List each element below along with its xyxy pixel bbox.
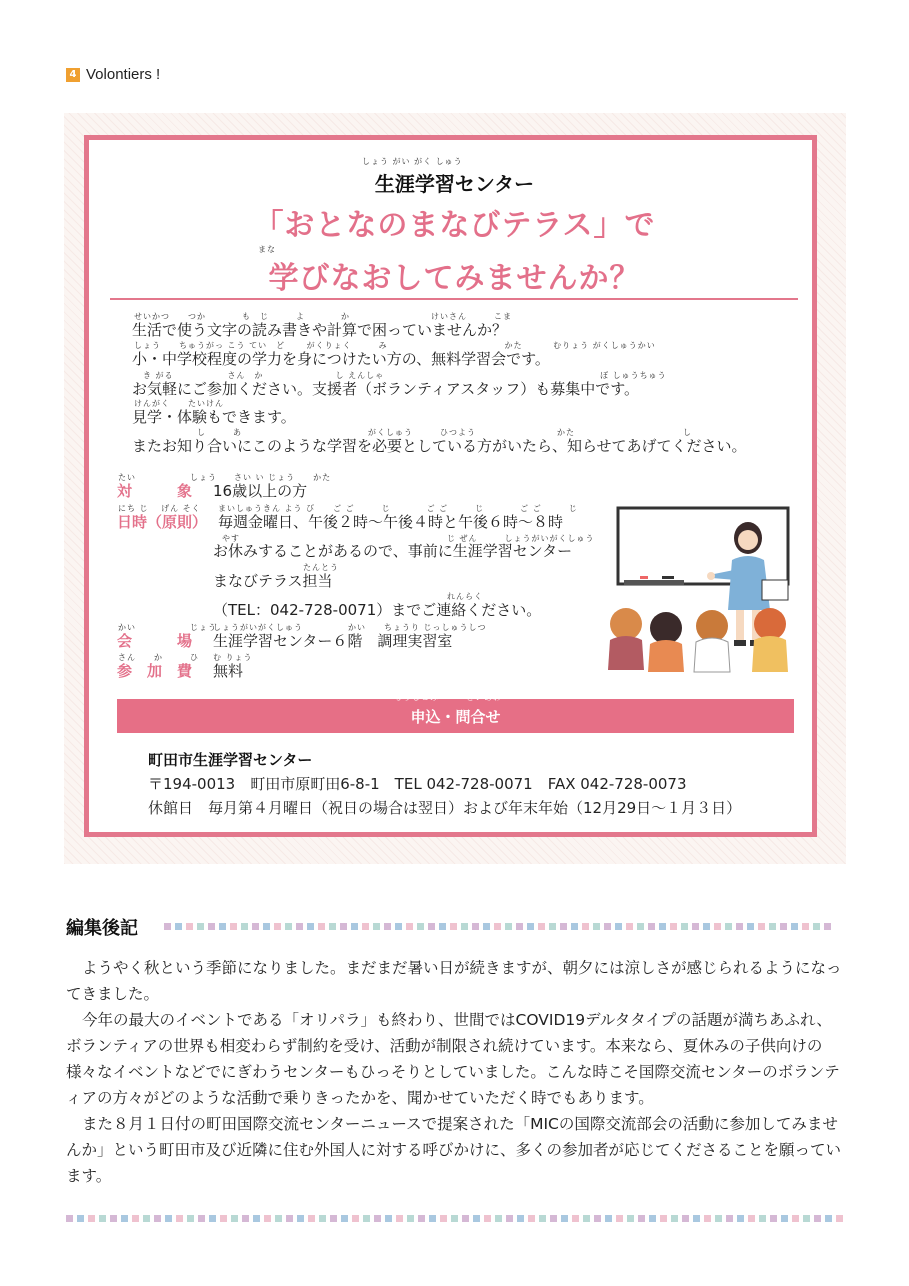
divider-dot — [748, 1215, 755, 1222]
divider-dot — [208, 923, 215, 930]
divider-dot — [286, 1215, 293, 1222]
divider-dot — [187, 1215, 194, 1222]
info-value-venue: 生涯学習センター６階 調理実習室 — [213, 632, 453, 650]
divider-dot — [769, 923, 776, 930]
divider-dot — [704, 1215, 711, 1222]
divider-dot — [671, 1215, 678, 1222]
divider-dot — [451, 1215, 458, 1222]
divider-dot — [682, 1215, 689, 1222]
divider-dot — [99, 1215, 106, 1222]
divider-dot — [263, 923, 270, 930]
divider-dot — [450, 923, 457, 930]
divider-dot — [737, 1215, 744, 1222]
divider-dot — [362, 923, 369, 930]
ruby: れんらく — [213, 592, 483, 601]
divider-dot — [549, 923, 556, 930]
divider-dot — [627, 1215, 634, 1222]
ruby: まな — [258, 245, 276, 254]
page-header — [66, 66, 160, 83]
classroom-illustration — [604, 500, 804, 680]
info-note-line: まなびテラス担当 — [213, 572, 333, 590]
divider-dot — [638, 1215, 645, 1222]
page-number-badge: 4 — [66, 68, 80, 82]
dotted-divider — [164, 923, 831, 931]
divider-dot — [285, 923, 292, 930]
divider-dot — [231, 1215, 238, 1222]
body-line: お気軽にご参加ください。支援者（ボランティアスタッフ）も募集中です。 — [132, 380, 640, 398]
info-label-target: 対 象 — [117, 482, 193, 500]
headline-2: 学びなおしてみませんか？ — [268, 261, 641, 296]
divider-dot — [814, 1215, 821, 1222]
divider-dot — [506, 1215, 513, 1222]
divider-dot — [429, 1215, 436, 1222]
divider-dot — [494, 923, 501, 930]
divider-dot — [693, 1215, 700, 1222]
divider-dot — [736, 923, 743, 930]
divider-dot — [110, 1215, 117, 1222]
divider-dot — [715, 1215, 722, 1222]
divider-dot — [505, 923, 512, 930]
ruby: し あ がくしゅう ひつよう かた し — [134, 428, 692, 437]
divider-dot — [483, 923, 490, 930]
divider-dot — [165, 1215, 172, 1222]
divider-dot — [319, 1215, 326, 1222]
divider-dot — [418, 1215, 425, 1222]
divider-dot — [253, 1215, 260, 1222]
divider-dot — [714, 923, 721, 930]
ruby: しょう ちゅうがっ こう てい ど がくりょく み かた むりょう がくしゅうかい — [134, 341, 656, 350]
divider-dot — [252, 923, 259, 930]
divider-dot — [220, 1215, 227, 1222]
ruby: たんとう — [213, 563, 339, 572]
divider-dot — [802, 923, 809, 930]
divider-dot — [791, 923, 798, 930]
ruby: さい い じょう かた — [234, 473, 332, 482]
divider-dot — [538, 923, 545, 930]
ruby: やす じ ぜん しょうがいがくしゅう — [213, 534, 595, 543]
ruby: さん か ひ — [118, 653, 199, 662]
ruby: む りょう — [213, 653, 253, 662]
ruby: しょうがいがくしゅう かい ちょうり じっしゅうしつ — [213, 623, 487, 632]
body-line: またお知り合いにこのような学習を必要としている方がいたら、知らせてあげてください。 — [132, 437, 747, 455]
org-address: 〒194-0013 町田市原町田6-8-1 TEL 042-728-0071 FAX 042-728-0073 — [148, 775, 687, 793]
divider-dot — [495, 1215, 502, 1222]
divider-dot — [396, 1215, 403, 1222]
divider-dot — [836, 1215, 843, 1222]
divider-dot — [759, 1215, 766, 1222]
divider-dot — [747, 923, 754, 930]
divider-dot — [604, 923, 611, 930]
divider-dot — [473, 1215, 480, 1222]
divider-dot — [726, 1215, 733, 1222]
divider-dot — [176, 1215, 183, 1222]
divider-dot — [781, 1215, 788, 1222]
divider-dot — [439, 923, 446, 930]
divider-dot — [539, 1215, 546, 1222]
divider-dot — [758, 923, 765, 930]
divider-dot — [440, 1215, 447, 1222]
org-closed-days: 休館日 毎月第４月曜日（祝日の場合は翌日）および年末年始（12月29日～１月３日） — [148, 799, 742, 817]
contact-bar — [117, 699, 794, 733]
divider-dot — [264, 1215, 271, 1222]
divider-dot — [824, 923, 831, 930]
ruby: き がる さん か し えんしゃ ぼ しゅうちゅう — [134, 371, 667, 380]
editor-heading: 編集後記 — [66, 918, 138, 939]
divider-dot — [692, 923, 699, 930]
divider-dot — [605, 1215, 612, 1222]
divider-dot — [307, 923, 314, 930]
divider-dot — [329, 923, 336, 930]
divider-dot — [352, 1215, 359, 1222]
ruby: まいしゅうきん よう び ご ご じ ご ご じ ご ご じ — [218, 504, 578, 513]
divider-dot — [725, 923, 732, 930]
divider-dot — [242, 1215, 249, 1222]
info-label-fee: 参 加 費 — [117, 662, 193, 680]
divider-dot — [626, 923, 633, 930]
divider-dot — [374, 1215, 381, 1222]
divider-dot — [593, 923, 600, 930]
divider-dot — [660, 1215, 667, 1222]
divider-dot — [484, 1215, 491, 1222]
divider-dot — [154, 1215, 161, 1222]
divider-dot — [516, 923, 523, 930]
divider-dot — [88, 1215, 95, 1222]
divider-dot — [197, 923, 204, 930]
divider-dot — [274, 923, 281, 930]
divider-dot — [186, 923, 193, 930]
divider-dot — [297, 1215, 304, 1222]
divider-dot — [648, 923, 655, 930]
info-note-line: お休みすることがあるので、事前に生涯学習センター — [213, 542, 573, 560]
divider-dot — [615, 923, 622, 930]
divider-dot — [616, 1215, 623, 1222]
info-value-fee: 無料 — [213, 662, 244, 680]
divider-dot — [341, 1215, 348, 1222]
divider-dot — [363, 1215, 370, 1222]
divider-dot — [594, 1215, 601, 1222]
divider-dot — [659, 923, 666, 930]
divider-dot — [121, 1215, 128, 1222]
center-name: 生涯学習センター — [374, 172, 535, 196]
divider-dot — [330, 1215, 337, 1222]
divider-dot — [275, 1215, 282, 1222]
divider-dot — [571, 923, 578, 930]
divider-dot — [395, 923, 402, 930]
divider-dot — [66, 1215, 73, 1222]
divider — [110, 298, 798, 300]
body-line: 生活で使う文字の読み書きや計算で困っていませんか？ — [132, 321, 508, 339]
divider-dot — [296, 923, 303, 930]
divider-dot — [340, 923, 347, 930]
divider-dot — [373, 923, 380, 930]
headline-1: 「おとなのまなびテラス」で — [253, 208, 656, 243]
body-line: 見学・体験もできます。 — [132, 408, 296, 426]
divider-dot — [528, 1215, 535, 1222]
divider-dot — [417, 923, 424, 930]
divider-dot — [209, 1215, 216, 1222]
divider-dot — [703, 923, 710, 930]
divider-dot — [241, 923, 248, 930]
editor-paragraph: また８月１日付の町田国際交流センターニュースで提案された「MICの国際交流部会の活動に参加してみませんか」という町田市及び近隣に住む外国人に対する呼びかけに、多くの参加者が応じてくださることを願っています。 — [66, 1115, 842, 1185]
divider-dot — [318, 923, 325, 930]
info-value-schedule: 毎週金曜日、午後２時～午後４時と午後６時～８時 — [218, 513, 564, 531]
ruby: けんがく たいけん — [134, 399, 224, 408]
divider-dot — [670, 923, 677, 930]
divider-dot — [583, 1215, 590, 1222]
divider-dot — [517, 1215, 524, 1222]
divider-dot — [462, 1215, 469, 1222]
divider-dot — [780, 923, 787, 930]
newsletter-title: Volontiers ! — [86, 66, 161, 83]
divider-dot — [384, 923, 391, 930]
contact-label: 申込・問合せ — [410, 707, 501, 726]
divider-dot — [472, 923, 479, 930]
divider-dot — [649, 1215, 656, 1222]
divider-dot — [407, 1215, 414, 1222]
divider-dot — [77, 1215, 84, 1222]
divider-dot — [219, 923, 226, 930]
divider-dot — [825, 1215, 832, 1222]
divider-dot — [132, 1215, 139, 1222]
divider-dot — [308, 1215, 315, 1222]
info-label-venue: 会 場 — [117, 632, 193, 650]
org-name: 町田市生涯学習センター — [148, 751, 313, 769]
divider-dot — [230, 923, 237, 930]
editor-body — [66, 955, 846, 1189]
ruby: にち じ げん そく — [118, 504, 201, 513]
divider-dot — [681, 923, 688, 930]
divider-dot — [164, 923, 171, 930]
info-label-schedule: 日時（原則） — [117, 513, 208, 531]
divider-dot — [527, 923, 534, 930]
divider-dot — [637, 923, 644, 930]
ruby: せいかつ つか も じ よ か けいさん こま — [134, 312, 512, 321]
divider-dot — [351, 923, 358, 930]
divider-dot — [561, 1215, 568, 1222]
divider-dot — [428, 923, 435, 930]
editor-paragraph: ようやく秋という季節になりました。まだまだ暑い日が続きますが、朝夕には涼しさが感じられるようになってきました。 — [66, 959, 842, 1003]
body-line: 小・中学校程度の学力を身につけたい方の、無料学習会です。 — [132, 350, 550, 368]
divider-dot — [792, 1215, 799, 1222]
info-note-line: （TEL：042-728-0071）までご連絡ください。 — [213, 601, 542, 619]
divider-dot — [550, 1215, 557, 1222]
divider-dot — [582, 923, 589, 930]
divider-dot — [385, 1215, 392, 1222]
divider-dot — [461, 923, 468, 930]
divider-dot — [572, 1215, 579, 1222]
divider-dot — [198, 1215, 205, 1222]
ruby: たい しょう — [118, 473, 217, 482]
editor-paragraph: 今年の最大のイベントである「オリパラ」も終わり、世間ではCOVID19デルタタイプの話題が満ちあふれ、ボランティアの世界も相変わらず制約を受け、活動が制限され続けています。本来なら、夏休みの子供向けの様々なイベントなどでにぎわうセンターもひっそりとしていました。こんな時こそ国際交流センターのボランティアの方々がどのような活動で乗りきったかを、聞かせていただく時でもあります。 — [66, 1011, 840, 1107]
divider-dot — [143, 1215, 150, 1222]
ruby: しょう がい がく しゅう — [362, 157, 463, 166]
ruby: もうしこみ といあわ — [394, 693, 502, 702]
ruby: かい じょう — [118, 623, 217, 632]
info-value-target: 16歳以上の方 — [213, 482, 308, 500]
dotted-divider — [66, 1215, 843, 1223]
divider-dot — [406, 923, 413, 930]
divider-dot — [813, 923, 820, 930]
divider-dot — [175, 923, 182, 930]
divider-dot — [770, 1215, 777, 1222]
divider-dot — [560, 923, 567, 930]
divider-dot — [803, 1215, 810, 1222]
